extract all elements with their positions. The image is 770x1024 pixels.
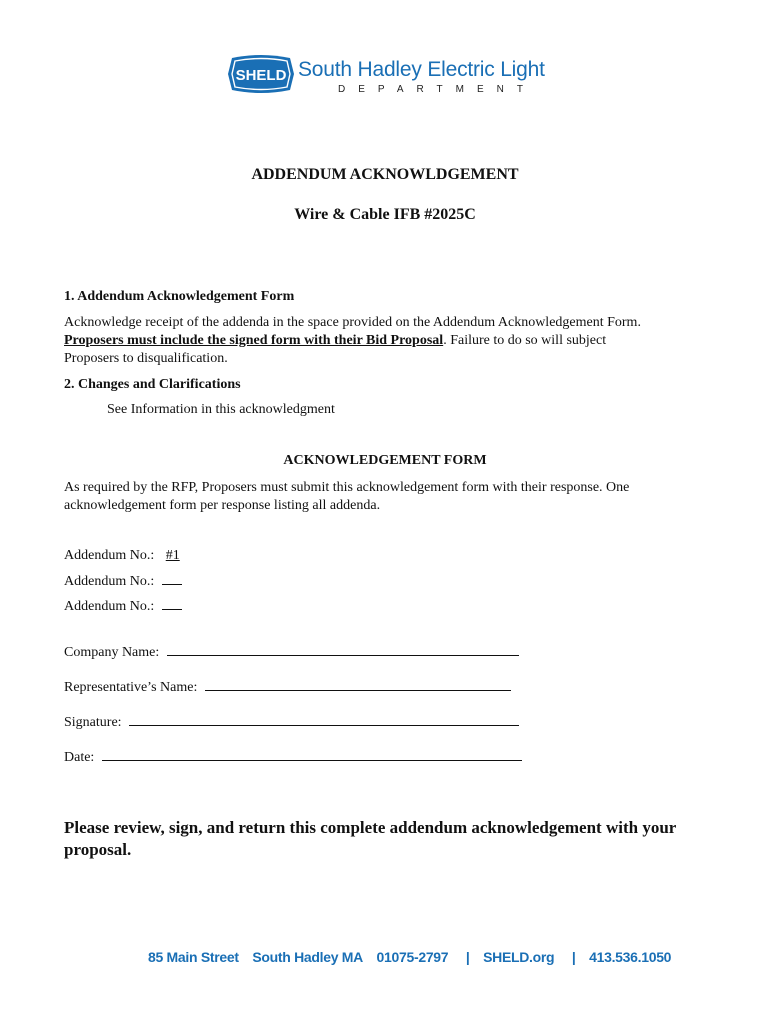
section1-heading: 1. Addendum Acknowledgement Form [64,289,295,304]
section2-body: See Information in this acknowledgment [107,402,335,417]
date-row [64,748,522,767]
addendum-row [64,597,182,616]
company-name-row [64,643,519,662]
footer-separator: | [465,949,470,965]
footer-zip: 01075-2797 [376,949,449,965]
addendum-row [64,572,182,591]
company-name-label: Company Name: [64,645,160,660]
document-title: ADDENDUM ACKNOWLDGEMENT [251,166,519,183]
signature-field[interactable] [129,713,519,726]
date-field[interactable] [102,748,522,761]
section2-heading: 2. Changes and Clarifications [64,377,241,392]
addendum-label: Addendum No.: [64,574,155,589]
footer-contact [148,949,681,965]
addendum-label: Addendum No.: [64,599,155,614]
footer-separator: | [571,949,576,965]
addendum-value-field[interactable] [162,597,182,610]
closing-instruction: Please review, sign, and return this complete addendum acknowledgement with your proposal. [64,818,677,859]
org-name: South Hadley Electric Light [298,58,545,81]
section1-line3: Proposers to disqualification. [64,351,228,366]
footer-city: South Hadley MA [252,949,363,965]
date-label: Date: [64,750,95,765]
org-logo [226,52,546,100]
signature-label: Signature: [64,715,122,730]
company-name-field[interactable] [167,643,519,656]
representative-name-row [64,678,511,697]
addendum-value-field[interactable] [162,572,182,585]
form-heading: ACKNOWLEDGEMENT FORM [283,453,487,468]
representative-name-label: Representative’s Name: [64,680,198,695]
sheld-logo-badge [226,54,296,94]
footer-website[interactable]: SHELD.org [483,949,555,965]
signature-row [64,713,519,732]
representative-name-field[interactable] [205,678,511,691]
logo-badge-text: SHELD [235,67,287,84]
footer-phone: 413.536.1050 [589,949,672,965]
addendum-value-field[interactable]: #1 [165,548,180,563]
addendum-label: Addendum No.: [64,548,155,563]
section1-line2 [64,332,606,350]
org-department: DEPARTMENT [338,84,536,95]
section1-line2-rest: . Failure to do so will subject [443,333,607,348]
form-intro-line1: As required by the RFP, Proposers must submit this acknowledgement form with their response. One [64,480,630,495]
section1-line1: Acknowledge receipt of the addenda in the space provided on the Addendum Acknowledgement Form. [64,315,641,330]
addendum-row [64,547,188,565]
document-subtitle: Wire & Cable IFB #2025C [294,206,476,223]
section1-emphasis: Proposers must include the signed form with their Bid Proposal [64,333,444,348]
footer-address: 85 Main Street [148,949,239,965]
form-intro-line2: acknowledgement form per response listing all addenda. [64,498,381,513]
